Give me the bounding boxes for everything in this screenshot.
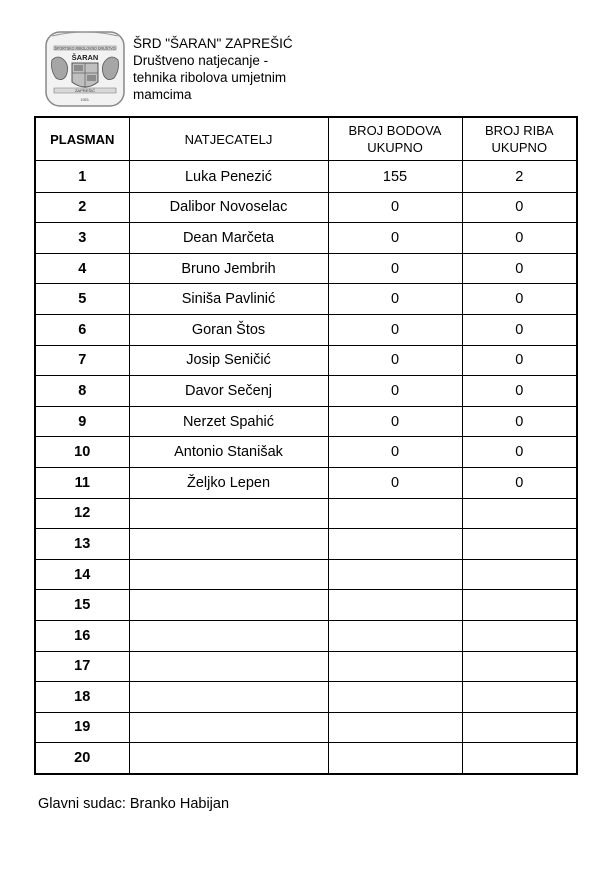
points-cell xyxy=(328,682,462,713)
table-row xyxy=(35,192,577,223)
points-cell xyxy=(328,498,462,529)
fish-cell: 0 xyxy=(462,345,577,376)
table-row xyxy=(35,498,577,529)
place-cell: 16 xyxy=(35,620,129,651)
place-cell: 14 xyxy=(35,559,129,590)
points-cell: 0 xyxy=(328,376,462,407)
points-cell: 0 xyxy=(328,437,462,468)
points-cell: 0 xyxy=(328,284,462,315)
points-cell: 0 xyxy=(328,223,462,254)
table-row xyxy=(35,620,577,651)
place-cell: 19 xyxy=(35,712,129,743)
place-cell: 15 xyxy=(35,590,129,621)
points-cell: 0 xyxy=(328,406,462,437)
place-cell: 13 xyxy=(35,529,129,560)
fish-cell: 0 xyxy=(462,437,577,468)
fish-cell xyxy=(462,712,577,743)
fish-cell xyxy=(462,590,577,621)
points-cell xyxy=(328,743,462,774)
place-cell: 9 xyxy=(35,406,129,437)
place-cell: 18 xyxy=(35,682,129,713)
table-row xyxy=(35,406,577,437)
table-row xyxy=(35,345,577,376)
table-row xyxy=(35,161,577,193)
place-cell: 2 xyxy=(35,192,129,223)
competitor-cell: Bruno Jembrih xyxy=(129,253,328,284)
results-table-body xyxy=(35,161,577,774)
organization-info xyxy=(133,35,293,103)
competitor-cell xyxy=(129,743,328,774)
column-header-place: PLASMAN xyxy=(35,117,129,161)
table-row xyxy=(35,467,577,498)
table-row xyxy=(35,529,577,560)
competitor-cell xyxy=(129,620,328,651)
subtitle-line-1: Društveno natjecanje - xyxy=(133,53,269,68)
competitor-cell: Željko Lepen xyxy=(129,467,328,498)
fish-cell: 0 xyxy=(462,376,577,407)
place-cell: 17 xyxy=(35,651,129,682)
fish-cell: 0 xyxy=(462,467,577,498)
fish-cell xyxy=(462,529,577,560)
place-cell: 8 xyxy=(35,376,129,407)
table-row xyxy=(35,651,577,682)
table-row xyxy=(35,743,577,774)
results-table xyxy=(34,116,578,775)
table-row xyxy=(35,284,577,315)
place-cell: 6 xyxy=(35,314,129,345)
points-cell: 0 xyxy=(328,192,462,223)
place-cell: 10 xyxy=(35,437,129,468)
place-cell: 4 xyxy=(35,253,129,284)
points-cell xyxy=(328,620,462,651)
subtitle-line-3: mamcima xyxy=(133,87,192,102)
competitor-cell: Josip Seničić xyxy=(129,345,328,376)
competitor-cell: Dalibor Novoselac xyxy=(129,192,328,223)
points-cell: 0 xyxy=(328,345,462,376)
table-row xyxy=(35,559,577,590)
points-cell xyxy=(328,712,462,743)
competitor-cell xyxy=(129,559,328,590)
document-header xyxy=(44,30,344,110)
fish-cell xyxy=(462,620,577,651)
place-cell: 12 xyxy=(35,498,129,529)
logo-top-text: ŠPORTSKO RIBOLOVNO DRUŠTVO xyxy=(54,46,116,51)
competitor-cell: Luka Penezić xyxy=(129,161,328,193)
fish-cell xyxy=(462,559,577,590)
competitor-cell xyxy=(129,651,328,682)
club-logo-icon xyxy=(44,30,126,108)
column-header-fish: BROJ RIBA UKUPNO xyxy=(462,117,577,161)
competitor-cell xyxy=(129,712,328,743)
place-cell: 1 xyxy=(35,161,129,193)
competitor-cell: Siniša Pavlinić xyxy=(129,284,328,315)
results-table-header xyxy=(35,117,577,161)
table-row xyxy=(35,253,577,284)
competitor-cell xyxy=(129,682,328,713)
place-cell: 7 xyxy=(35,345,129,376)
fish-cell: 2 xyxy=(462,161,577,193)
points-cell: 0 xyxy=(328,314,462,345)
table-row xyxy=(35,437,577,468)
fish-cell: 0 xyxy=(462,223,577,254)
competitor-cell: Nerzet Spahić xyxy=(129,406,328,437)
fish-cell: 0 xyxy=(462,192,577,223)
column-header-competitor: NATJECATELJ xyxy=(129,117,328,161)
chief-judge: Glavni sudac: Branko Habijan xyxy=(38,796,230,812)
competitor-cell xyxy=(129,498,328,529)
points-cell xyxy=(328,559,462,590)
table-row xyxy=(35,682,577,713)
points-cell xyxy=(328,590,462,621)
points-cell xyxy=(328,529,462,560)
competitor-cell: Goran Štos xyxy=(129,314,328,345)
fish-cell xyxy=(462,743,577,774)
place-cell: 3 xyxy=(35,223,129,254)
fish-cell xyxy=(462,651,577,682)
fish-cell: 0 xyxy=(462,253,577,284)
subtitle-line-2: tehnika ribolova umjetnim xyxy=(133,70,287,85)
points-cell: 0 xyxy=(328,253,462,284)
table-row xyxy=(35,712,577,743)
place-cell: 20 xyxy=(35,743,129,774)
competitor-cell xyxy=(129,590,328,621)
table-row xyxy=(35,590,577,621)
fish-cell: 0 xyxy=(462,284,577,315)
column-header-points: BROJ BODOVA UKUPNO xyxy=(328,117,462,161)
points-cell: 0 xyxy=(328,467,462,498)
table-row xyxy=(35,223,577,254)
fish-cell: 0 xyxy=(462,406,577,437)
points-cell xyxy=(328,651,462,682)
points-cell: 155 xyxy=(328,161,462,193)
logo-name-text: ŠARAN xyxy=(71,53,99,62)
fish-cell xyxy=(462,682,577,713)
table-row xyxy=(35,314,577,345)
place-cell: 5 xyxy=(35,284,129,315)
table-row xyxy=(35,376,577,407)
place-cell: 11 xyxy=(35,467,129,498)
logo-bottom-text: ZAPREŠIĆ xyxy=(74,88,96,93)
logo-year-text: 1953. xyxy=(80,98,90,102)
competitor-cell xyxy=(129,529,328,560)
organization-name: ŠRD "ŠARAN" ZAPREŠIĆ xyxy=(133,36,293,51)
fish-cell: 0 xyxy=(462,314,577,345)
competitor-cell: Davor Sečenj xyxy=(129,376,328,407)
competitor-cell: Antonio Stanišak xyxy=(129,437,328,468)
fish-cell xyxy=(462,498,577,529)
competitor-cell: Dean Marčeta xyxy=(129,223,328,254)
